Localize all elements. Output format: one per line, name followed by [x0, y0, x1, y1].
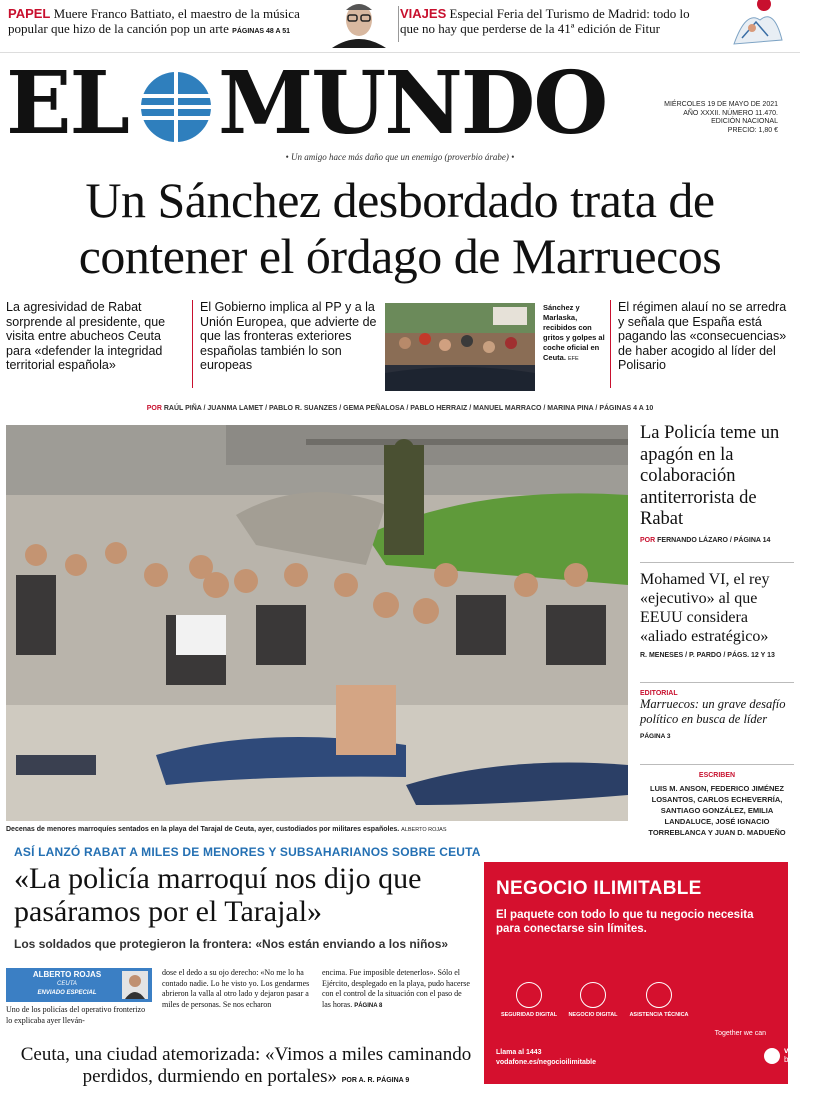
- bottom-headline: Ceuta, una ciudad atemorizada: «Vimos a miles caminando perdidos, durmiendo en portales»: [20, 1044, 472, 1087]
- battiato-portrait: [322, 0, 396, 48]
- main-photo-caption: Decenas de menores marroquíes sentados en la playa del Tarajal de Ceuta, ayer, custodiados por militares españoles. ALBERTO ROJAS: [6, 826, 447, 833]
- escriben-box: [640, 772, 794, 838]
- edition-date: MIÉRCOLES 19 DE MAYO DE 2021: [664, 101, 778, 108]
- author-role: ENVIADO ESPECIAL: [37, 990, 97, 996]
- second-story-kicker: ASÍ LANZÓ RABAT A MILES DE MENORES Y SUBSAHARIANOS SOBRE CEUTA: [14, 845, 481, 859]
- second-story-headline[interactable]: «La policía marroquí nos dijo que pasáramos por el Tarajal»: [14, 862, 422, 928]
- edition-number: AÑO XXXII. NÚMERO 11.470.: [683, 109, 778, 117]
- promo-text: Especial Feria del Turismo de Madrid: todo lo que no hay que perderse de la 41ª edición de Fitur: [400, 6, 690, 36]
- author-name: ALBERTO ROJAS: [32, 970, 102, 979]
- vodafone-speechmark-icon: [764, 1048, 780, 1064]
- proverb-line: • Un amigo hace más daño que un enemigo (proverbio árabe) •: [285, 152, 515, 162]
- sidebar-story-police[interactable]: [640, 423, 794, 544]
- deck-1: La agresividad de Rabat sorprende al presidente, que visita entre abucheos Ceuta para «defender la integridad territorial española»: [6, 300, 166, 372]
- masthead: [0, 52, 800, 154]
- story-headline: La Policía teme un apagón en la colaboración antiterrorista de Rabat: [640, 423, 780, 529]
- deck-2: El Gobierno implica al PP y a la Unión Europea, que advierte de que las fronteras exteriores españolas también lo son europeas: [200, 300, 377, 372]
- el-mundo-logo[interactable]: [6, 53, 666, 154]
- editorial-box[interactable]: [640, 690, 794, 744]
- bottom-story[interactable]: [6, 1044, 486, 1092]
- proverb-text: Un amigo hace más daño que un enemigo (proverbio árabe): [291, 152, 509, 162]
- escriben-label: ESCRIBEN: [698, 772, 736, 779]
- security-icon: SEGURIDAD DIGITAL: [494, 982, 564, 1019]
- ad-tagline: Together we can: [714, 1030, 766, 1037]
- edition-info: [664, 101, 778, 135]
- author-avatar: [122, 971, 148, 999]
- promo-viajes[interactable]: [400, 6, 710, 36]
- editorial-label: EDITORIAL: [640, 690, 678, 697]
- digital-business-icon: NEGOCIO DIGITAL: [558, 982, 628, 1019]
- escriben-names: LUIS M. ANSON, FEDERICO JIMÉNEZ LOSANTOS, CARLOS ECHEVERRÍA, SANTIAGO GONZÁLEZ, EMILIA LANDALUCE, JOSÉ IGNACIO TORREBLANCA Y JUAN D. MADUEÑO: [648, 784, 786, 837]
- ad-contact[interactable]: Llama al 1443 vodafone.es/negocioilimitable: [496, 1049, 596, 1066]
- vodafone-ad[interactable]: NEGOCIO ILIMITABLE El paquete con todo lo que tu negocio necesita para conectarse sin límites. SEGURIDAD DIGITAL NEGOCIO DIGITAL ASISTENCIA TÉCNICA Llama al 1443 vodafone.es/negocioilimitable Together we can vodafone business: [484, 862, 788, 1084]
- tarajal-beach-photo[interactable]: [6, 425, 628, 821]
- small-photo-caption: Sánchez y Marlaska, recibidos con gritos y golpes al coche oficial en Ceuta. EFE: [543, 303, 605, 362]
- promo-text: Muere Franco Battiato, el maestro de la música popular que hizo de la canción pop un arte: [8, 6, 300, 36]
- logo-el: EL: [6, 53, 129, 154]
- top-promo-bar: [0, 0, 800, 50]
- globe-icon: [140, 71, 212, 143]
- story-headline: Mohamed VI, el rey «ejecutivo» al que EEUU considera «aliado estratégico»: [640, 571, 770, 645]
- story-byline: R. MENESES / P. PARDO / PÁGS. 12 Y 13: [640, 652, 775, 659]
- editorial-text: Marruecos: un grave desafío político en busca de líder PÁGINA 3: [640, 697, 786, 740]
- ad-title: NEGOCIO ILIMITABLE: [496, 878, 702, 899]
- body-column-3: encima. Fue imposible detenerlos». Sólo el Ejército, desplegado en la playa, pudo hacerse con el control de la situación con el paso de las horas. PÁGINA 8: [322, 968, 470, 1009]
- travel-illustration: [716, 0, 800, 48]
- tech-support-icon: ASISTENCIA TÉCNICA: [624, 982, 694, 1019]
- logo-mundo: MUNDO: [218, 53, 607, 154]
- ad-copy: El paquete con todo lo que tu negocio necesita para conectarse sin límites.: [496, 909, 754, 935]
- column-rule: [192, 300, 193, 388]
- promo-tag: PAPEL: [8, 6, 51, 21]
- sanchez-ceuta-photo[interactable]: [385, 303, 535, 391]
- main-byline: POR RAÚL PIÑA / JUANMA LAMET / PABLO R. SUANZES / GEMA PEÑALOSA / PABLO HERRAIZ / MANUEL MARRACO / MARINA PINA / PÁGINAS 4 A 10: [146, 405, 654, 412]
- second-story-subhead: Los soldados que protegieron la frontera: «Nos están enviando a los niños»: [14, 937, 449, 951]
- author-box: [6, 968, 152, 1002]
- edition-price: PRECIO: 1,80 €: [727, 126, 778, 134]
- sidebar-divider: [640, 562, 794, 563]
- column-rule: [610, 300, 611, 388]
- promo-papel[interactable]: [8, 6, 318, 39]
- body-column-2: dose el dedo a su ojo derecho: «No me lo ha contado nadie. Lo he visto yo. Los gendarmes abrieron la valla al otro lado y dejaron pasar a miles de personas. Se nos echaron: [162, 968, 310, 1009]
- sidebar-divider: [640, 764, 794, 765]
- main-headline[interactable]: Un Sánchez desbordado trata de contener el órdago de Marruecos: [78, 172, 722, 284]
- story-byline: POR FERNANDO LÁZARO / PÁGINA 14: [640, 536, 771, 544]
- sidebar-story-mohamed[interactable]: [640, 570, 794, 659]
- edition-type: EDICIÓN NACIONAL: [711, 118, 778, 125]
- deck-4: El régimen alauí no se arredra y señala que España está pagando las «consecuencias» de haber acogido al líder del Polisario: [618, 300, 787, 372]
- author-place: CEUTA: [57, 981, 77, 987]
- bottom-byline: POR A. R. PÁGINA 9: [341, 1077, 410, 1084]
- body-column-1: Uno de los policías del operativo fronterizo lo explicaba ayer lleván-: [6, 1005, 146, 1025]
- promo-divider: [398, 6, 399, 42]
- promo-tag: VIAJES: [400, 6, 447, 21]
- promo-pages: PÁGINAS 48 A 51: [232, 28, 291, 35]
- sidebar-divider: [640, 682, 794, 683]
